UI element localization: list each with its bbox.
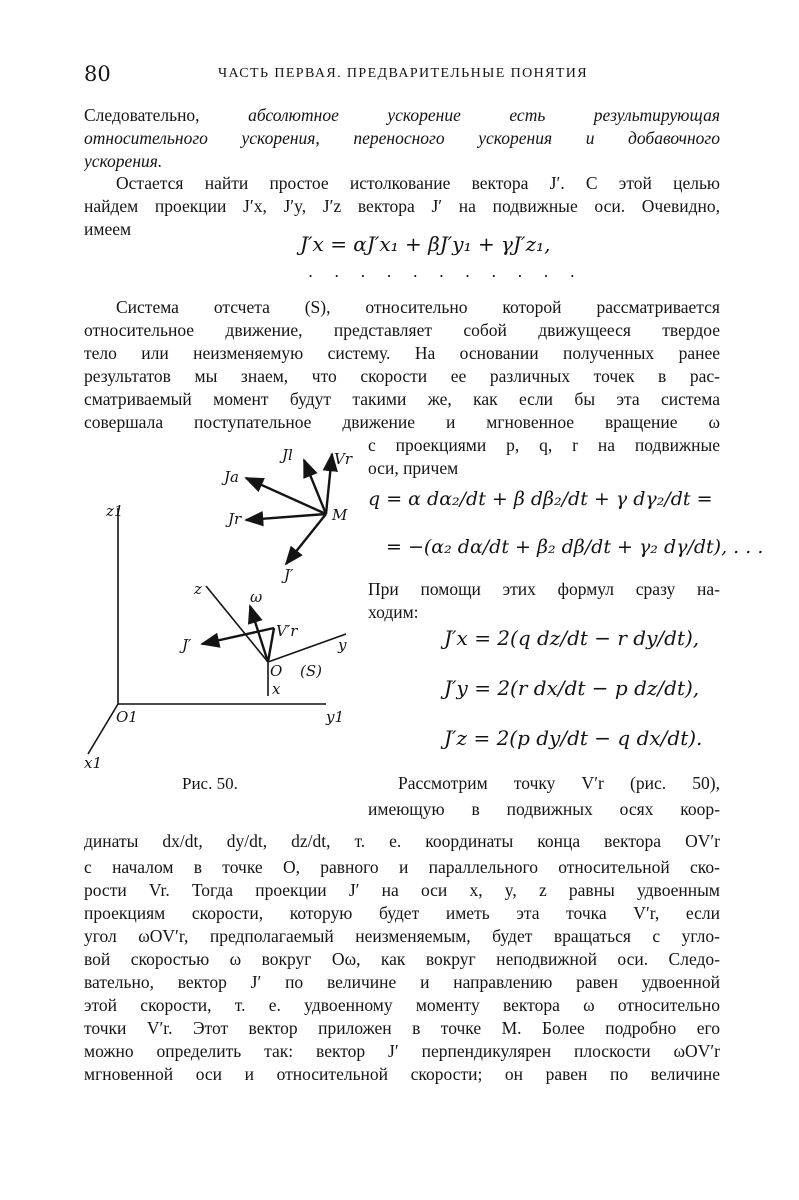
para5-line-10: этой скорости, т. е. удвоенному моменту вектора ω относительно: [84, 995, 720, 1015]
para1-emph-2: относительного ускорения, переносного ускорения и добавочного: [84, 128, 720, 148]
label-z1: z1: [106, 502, 124, 520]
figure-50-diagram: [70, 438, 360, 773]
label-jprime-top: J′: [284, 566, 294, 584]
para5-line-1: Рассмотрим точку V′r (рис. 50),: [398, 773, 720, 793]
para5-line-11: точки V′r. Этот вектор приложен в точке M. Более подробно его: [84, 1018, 720, 1038]
paragraph-reference-system-cont: [368, 434, 720, 480]
para5-line-7: угол ωOV′r, предполагаемый неизменяемым, будет вращаться с угло-: [84, 926, 720, 946]
label-m: M: [332, 506, 348, 524]
formula-jz: J′z = 2(p dy/dt − q dx/dt).: [444, 726, 703, 750]
vector-omega: [250, 606, 268, 662]
vector-jprime-top: [286, 514, 326, 564]
label-y1: y1: [326, 708, 345, 726]
label-vr: Vr: [334, 450, 353, 468]
page-number: 80: [84, 62, 111, 86]
acceleration-vectors: [246, 454, 332, 564]
para5-line-2: имеющую в подвижных осях коор-: [368, 799, 720, 819]
label-x: x: [272, 680, 281, 698]
para4-line-1: При помощи этих формул сразу на-: [368, 579, 720, 599]
label-jprime: J′: [182, 636, 192, 654]
para3-line-6: совершала поступательное движение и мгновенное вращение ω: [84, 412, 720, 432]
vector-vrprime: [268, 628, 274, 662]
vector-jr: [246, 514, 326, 520]
para2-line-3: имеем: [84, 219, 132, 239]
para5-line-12: можно определить так: вектор J′ перпендикулярен плоскости ωOV′r: [84, 1041, 720, 1061]
label-o: O: [270, 662, 283, 680]
label-jr: Jr: [228, 510, 242, 528]
paragraph-reference-system: [84, 296, 720, 434]
para3-line-3: тело или неизменяемую систему. На основании полученных ранее: [84, 343, 720, 363]
paragraph-consider-point-main: [84, 830, 720, 1086]
para3-line-8: оси, причем: [368, 458, 459, 478]
para2-line-1: Остается найти простое истолкование вектора J′. С этой целью: [116, 173, 720, 193]
label-jl: Jl: [282, 446, 293, 464]
para5-line-9: вательно, вектор J′ по величине и направлению равен удвоенной: [84, 972, 720, 992]
label-z: z: [194, 580, 202, 598]
label-ja: Ja: [224, 468, 239, 486]
formula-jx: J′x = 2(q dz/dt − r dy/dt),: [444, 626, 700, 650]
label-vrprime: V′r: [276, 622, 298, 640]
para5-line-8: вой скоростью ω вокруг Oω, как вокруг неподвижной оси. Следо-: [84, 949, 720, 969]
formula-dots: . . . . . . . . . . .: [308, 262, 583, 281]
vector-vr: [326, 454, 332, 514]
para5-line-6: проекциям скорости, которую будет иметь эта точка V′r, если: [84, 903, 720, 923]
para5-line-5: рости Vr. Тогда проекции J′ на оси x, y, z равны удвоенным: [84, 880, 720, 900]
para3-line-4: результатов мы знаем, что скорости ее различных точек в рас-: [84, 366, 720, 386]
moving-vectors: [202, 606, 274, 662]
para5-line-13: мгновенной оси и относительной скорости; он равен по величине: [84, 1064, 720, 1084]
label-x1: x1: [84, 754, 103, 772]
para1-emph-3: ускорения.: [84, 151, 163, 171]
paragraph-absolute-acceleration: [84, 104, 720, 173]
paragraph-consider-point: [398, 772, 720, 795]
para3-line-7: с проекциями p, q, r на подвижные: [368, 435, 720, 455]
formula-q-line-2: = −(α₂ dα/dt + β₂ dβ/dt + γ₂ dγ/dt), . . .: [386, 536, 764, 558]
axis-x1: [88, 704, 118, 754]
label-s: (S): [300, 662, 322, 680]
paragraph-projections: [84, 172, 720, 241]
formula-q-line-1: q = α dα₂/dt + β dβ₂/dt + γ dγ₂/dt =: [368, 488, 713, 510]
figure-caption: Рис. 50.: [182, 774, 238, 793]
vector-jprime: [202, 628, 274, 644]
para1-emph-1: абсолютное ускорение есть результирующая: [248, 105, 720, 125]
paragraph-formulas-give: [368, 578, 720, 624]
para3-line-2: относительное движение, представляет собой движущееся твердое: [84, 320, 720, 340]
label-omega: ω: [250, 588, 263, 606]
para4-line-2: ходим:: [368, 602, 419, 622]
para2-line-2: найдем проекции J′x, J′y, J′z вектора J′ на подвижные оси. Очевидно,: [84, 196, 720, 216]
formula-jy: J′y = 2(r dx/dt − p dz/dt),: [444, 676, 700, 700]
paragraph-consider-point-2: [368, 798, 720, 821]
formula-jx-projection: J′x = αJ′x₁ + βJ′y₁ + γJ′z₁,: [300, 232, 551, 256]
para5-line-3: динаты dx/dt, dy/dt, dz/dt, т. е. координаты конца вектора OV′r: [84, 831, 720, 851]
para3-line-5: сматриваемый момент будут такими же, как если бы эта система: [84, 389, 720, 409]
running-title: ЧАСТЬ ПЕРВАЯ. ПРЕДВАРИТЕЛЬНЫЕ ПОНЯТИЯ: [218, 66, 589, 81]
label-o1: O1: [116, 708, 138, 726]
label-y: y: [338, 636, 347, 654]
para1-lead: Следовательно,: [84, 105, 200, 125]
para3-line-1: Система отсчета (S), относительно которой рассматривается: [116, 297, 720, 317]
para5-line-4: с началом в точке O, равного и параллельного относительной ско-: [84, 857, 720, 877]
